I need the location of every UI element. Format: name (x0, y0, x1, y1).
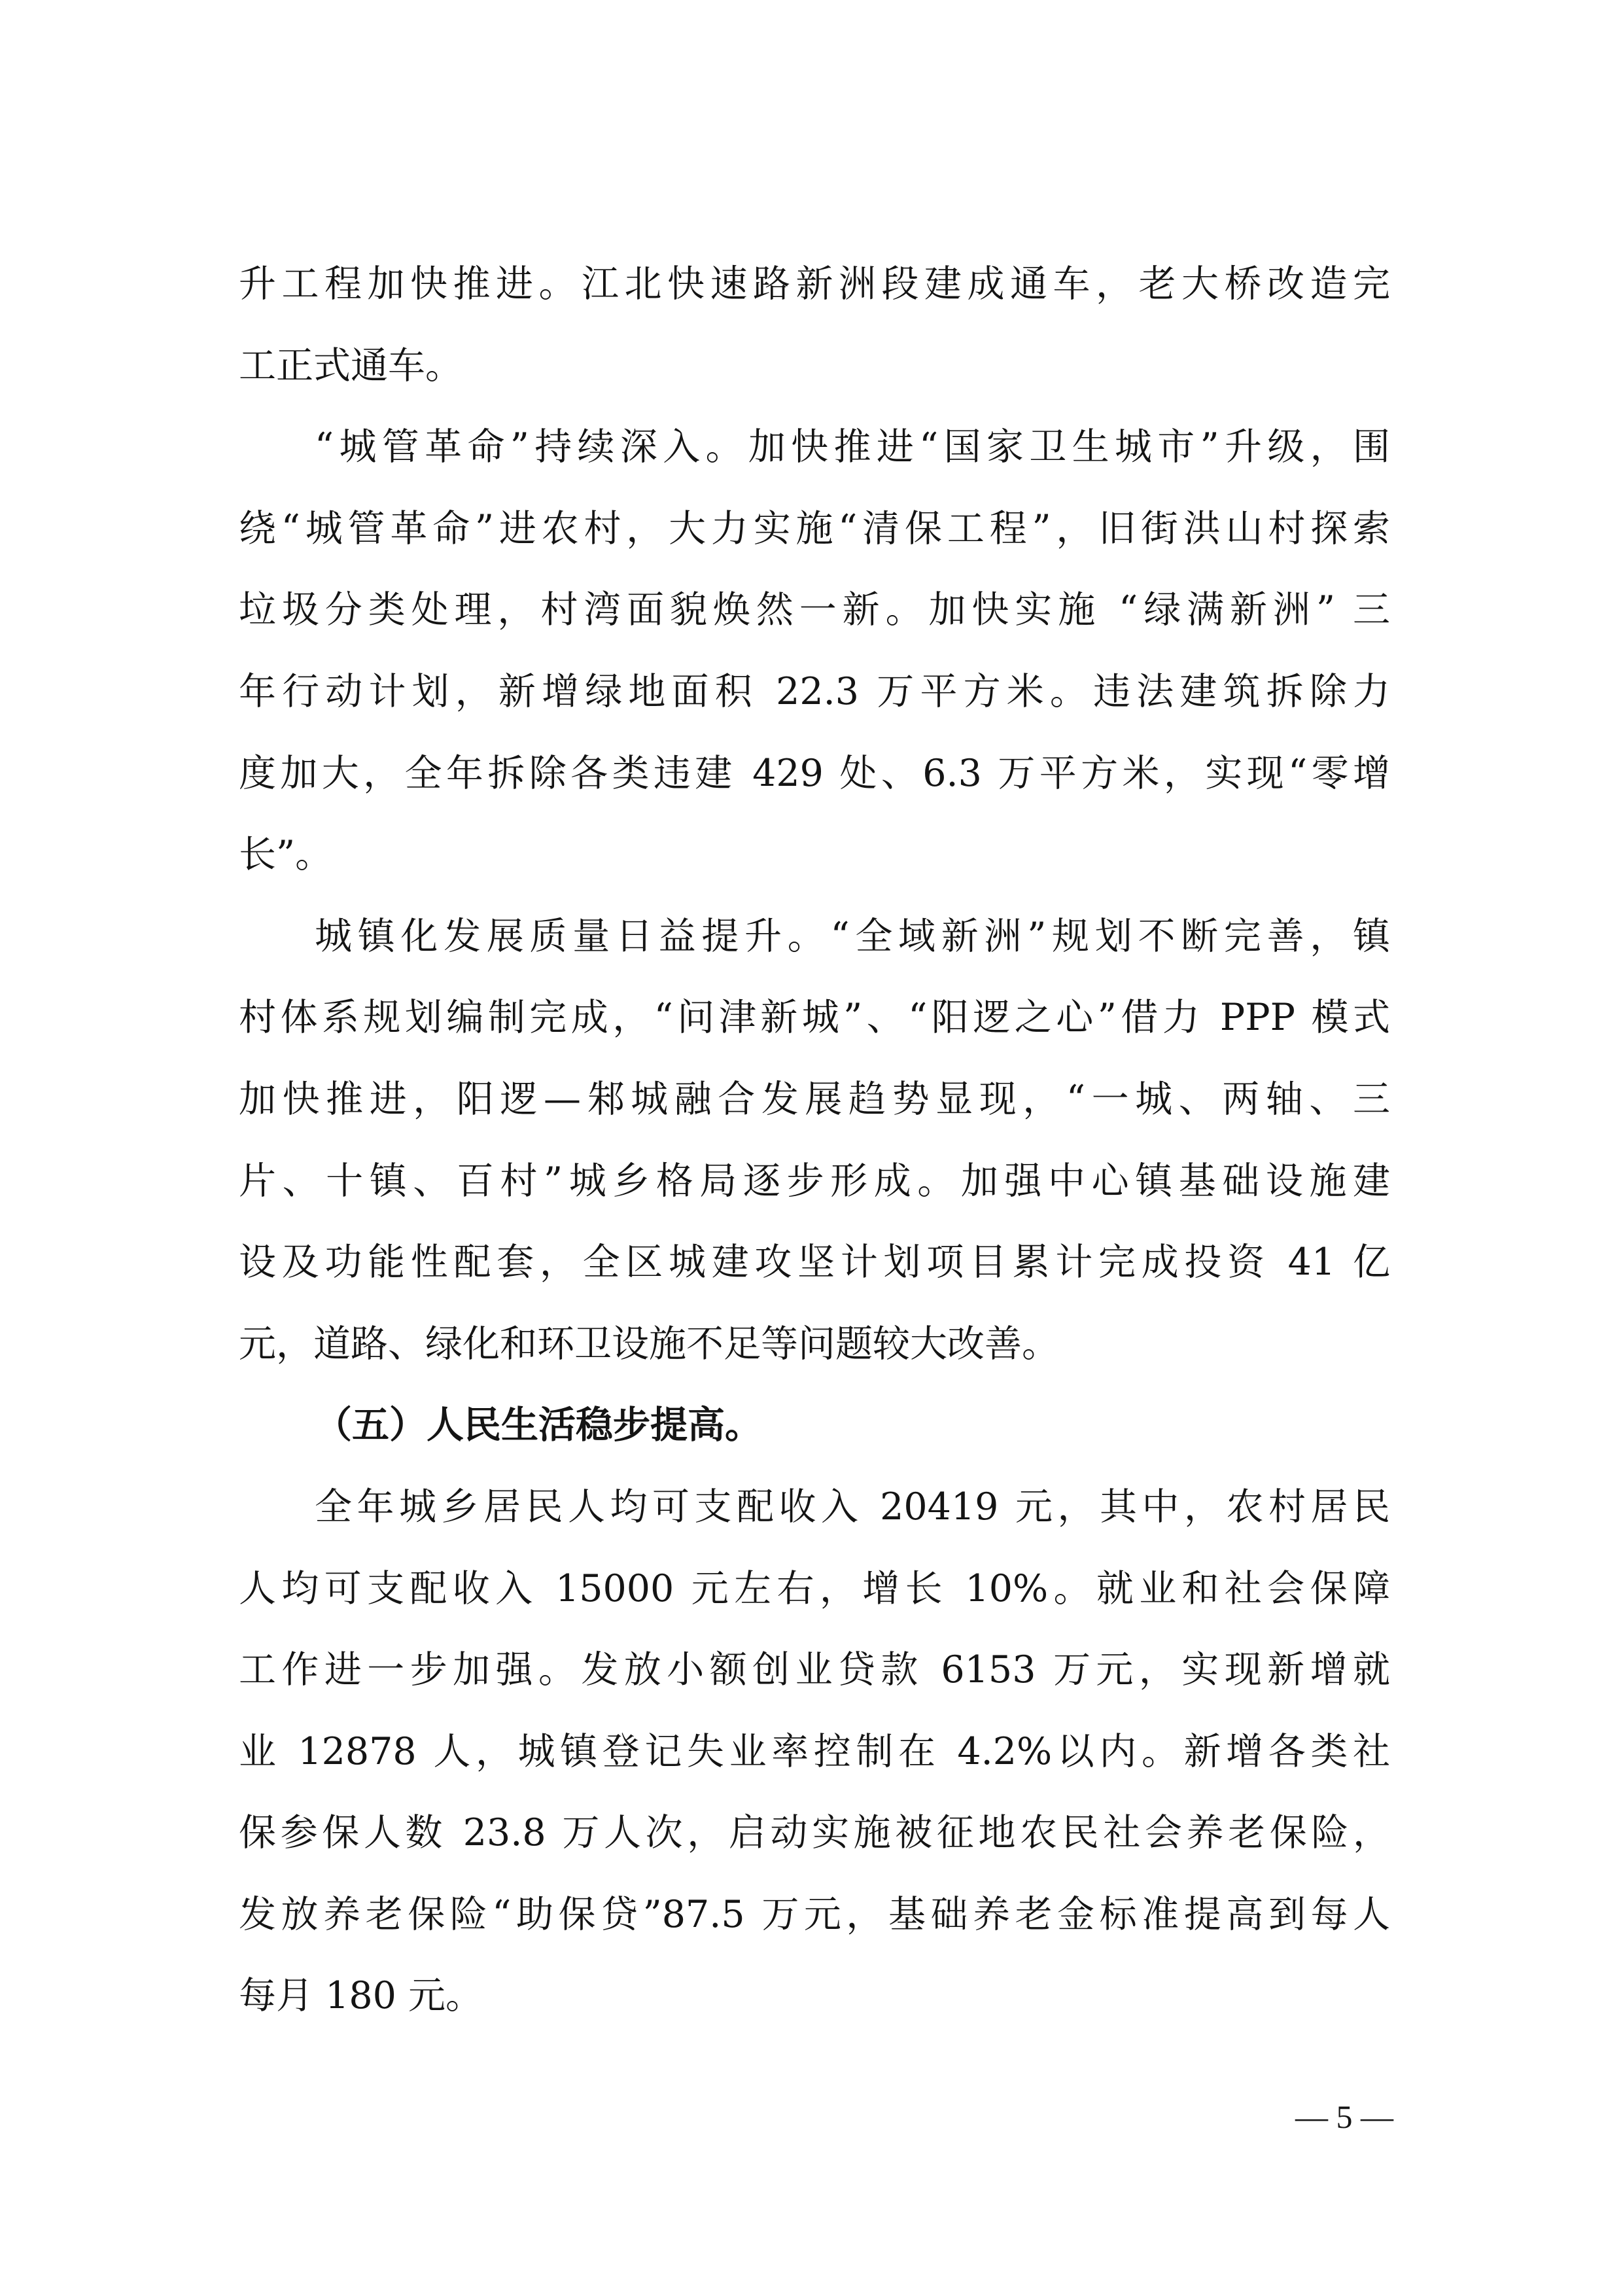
text-line: 工作进一步加强。发放小额创业贷款 6153 万元，实现新增就 (239, 1648, 1390, 1692)
text-line: 长”。 (239, 833, 333, 877)
text-line: 工正式通车。 (239, 344, 462, 387)
text-line: 人均可支配收入 15000 元左右，增长 10%。就业和社会保障 (239, 1566, 1390, 1610)
text-line: 每月 180 元。 (239, 1974, 483, 2018)
text-line: 年行动计划，新增绿地面积 22.3 万平方米。违法建筑拆除力 (239, 669, 1390, 713)
text-line: 度加大，全年拆除各类违建 429 处、6.3 万平方米，实现“零增 (239, 751, 1390, 795)
text-line: 元，道路、绿化和环卫设施不足等问题较大改善。 (239, 1322, 1059, 1366)
body-text (239, 243, 1390, 2037)
text-line: 加快推进，阳逻—邾城融合发展趋势显现，“一城、两轴、三 (239, 1077, 1390, 1121)
section-heading: （五）人民生活稳步提高。 (315, 1403, 762, 1447)
text-line: 村体系规划编制完成，“问津新城”、“阳逻之心”借力 PPP 模式 (239, 996, 1390, 1040)
paragraph-first-line: “城管革命”持续深入。加快推进“国家卫生城市”升级，围 (315, 425, 1390, 469)
text-line: 升工程加快推进。江北快速路新洲段建成通车，老大桥改造完 (239, 262, 1390, 306)
page-number: — 5 — (1295, 2098, 1393, 2135)
paragraph-first-line: 城镇化发展质量日益提升。“全域新洲”规划不断完善，镇 (315, 914, 1390, 958)
text-line: 垃圾分类处理，村湾面貌焕然一新。加快实施 “绿满新洲” 三 (239, 588, 1390, 632)
text-line: 片、十镇、百村”城乡格局逐步形成。加强中心镇基础设施建 (239, 1159, 1390, 1203)
paragraph-first-line: 全年城乡居民人均可支配收入 20419 元，其中，农村居民 (315, 1485, 1390, 1528)
text-line: 业 12878 人，城镇登记失业率控制在 4.2%以内。新增各类社 (239, 1729, 1390, 1773)
text-line: 设及功能性配套，全区城建攻坚计划项目累计完成投资 41 亿 (239, 1241, 1390, 1284)
text-line: 保参保人数 23.8 万人次，启动实施被征地农民社会养老保险， (239, 1811, 1390, 1855)
text-line: 绕“城管革命”进农村，大力实施“清保工程”，旧街洪山村探索 (239, 506, 1390, 550)
text-line: 发放养老保险“助保贷”87.5 万元，基础养老金标准提高到每人 (239, 1892, 1390, 1936)
